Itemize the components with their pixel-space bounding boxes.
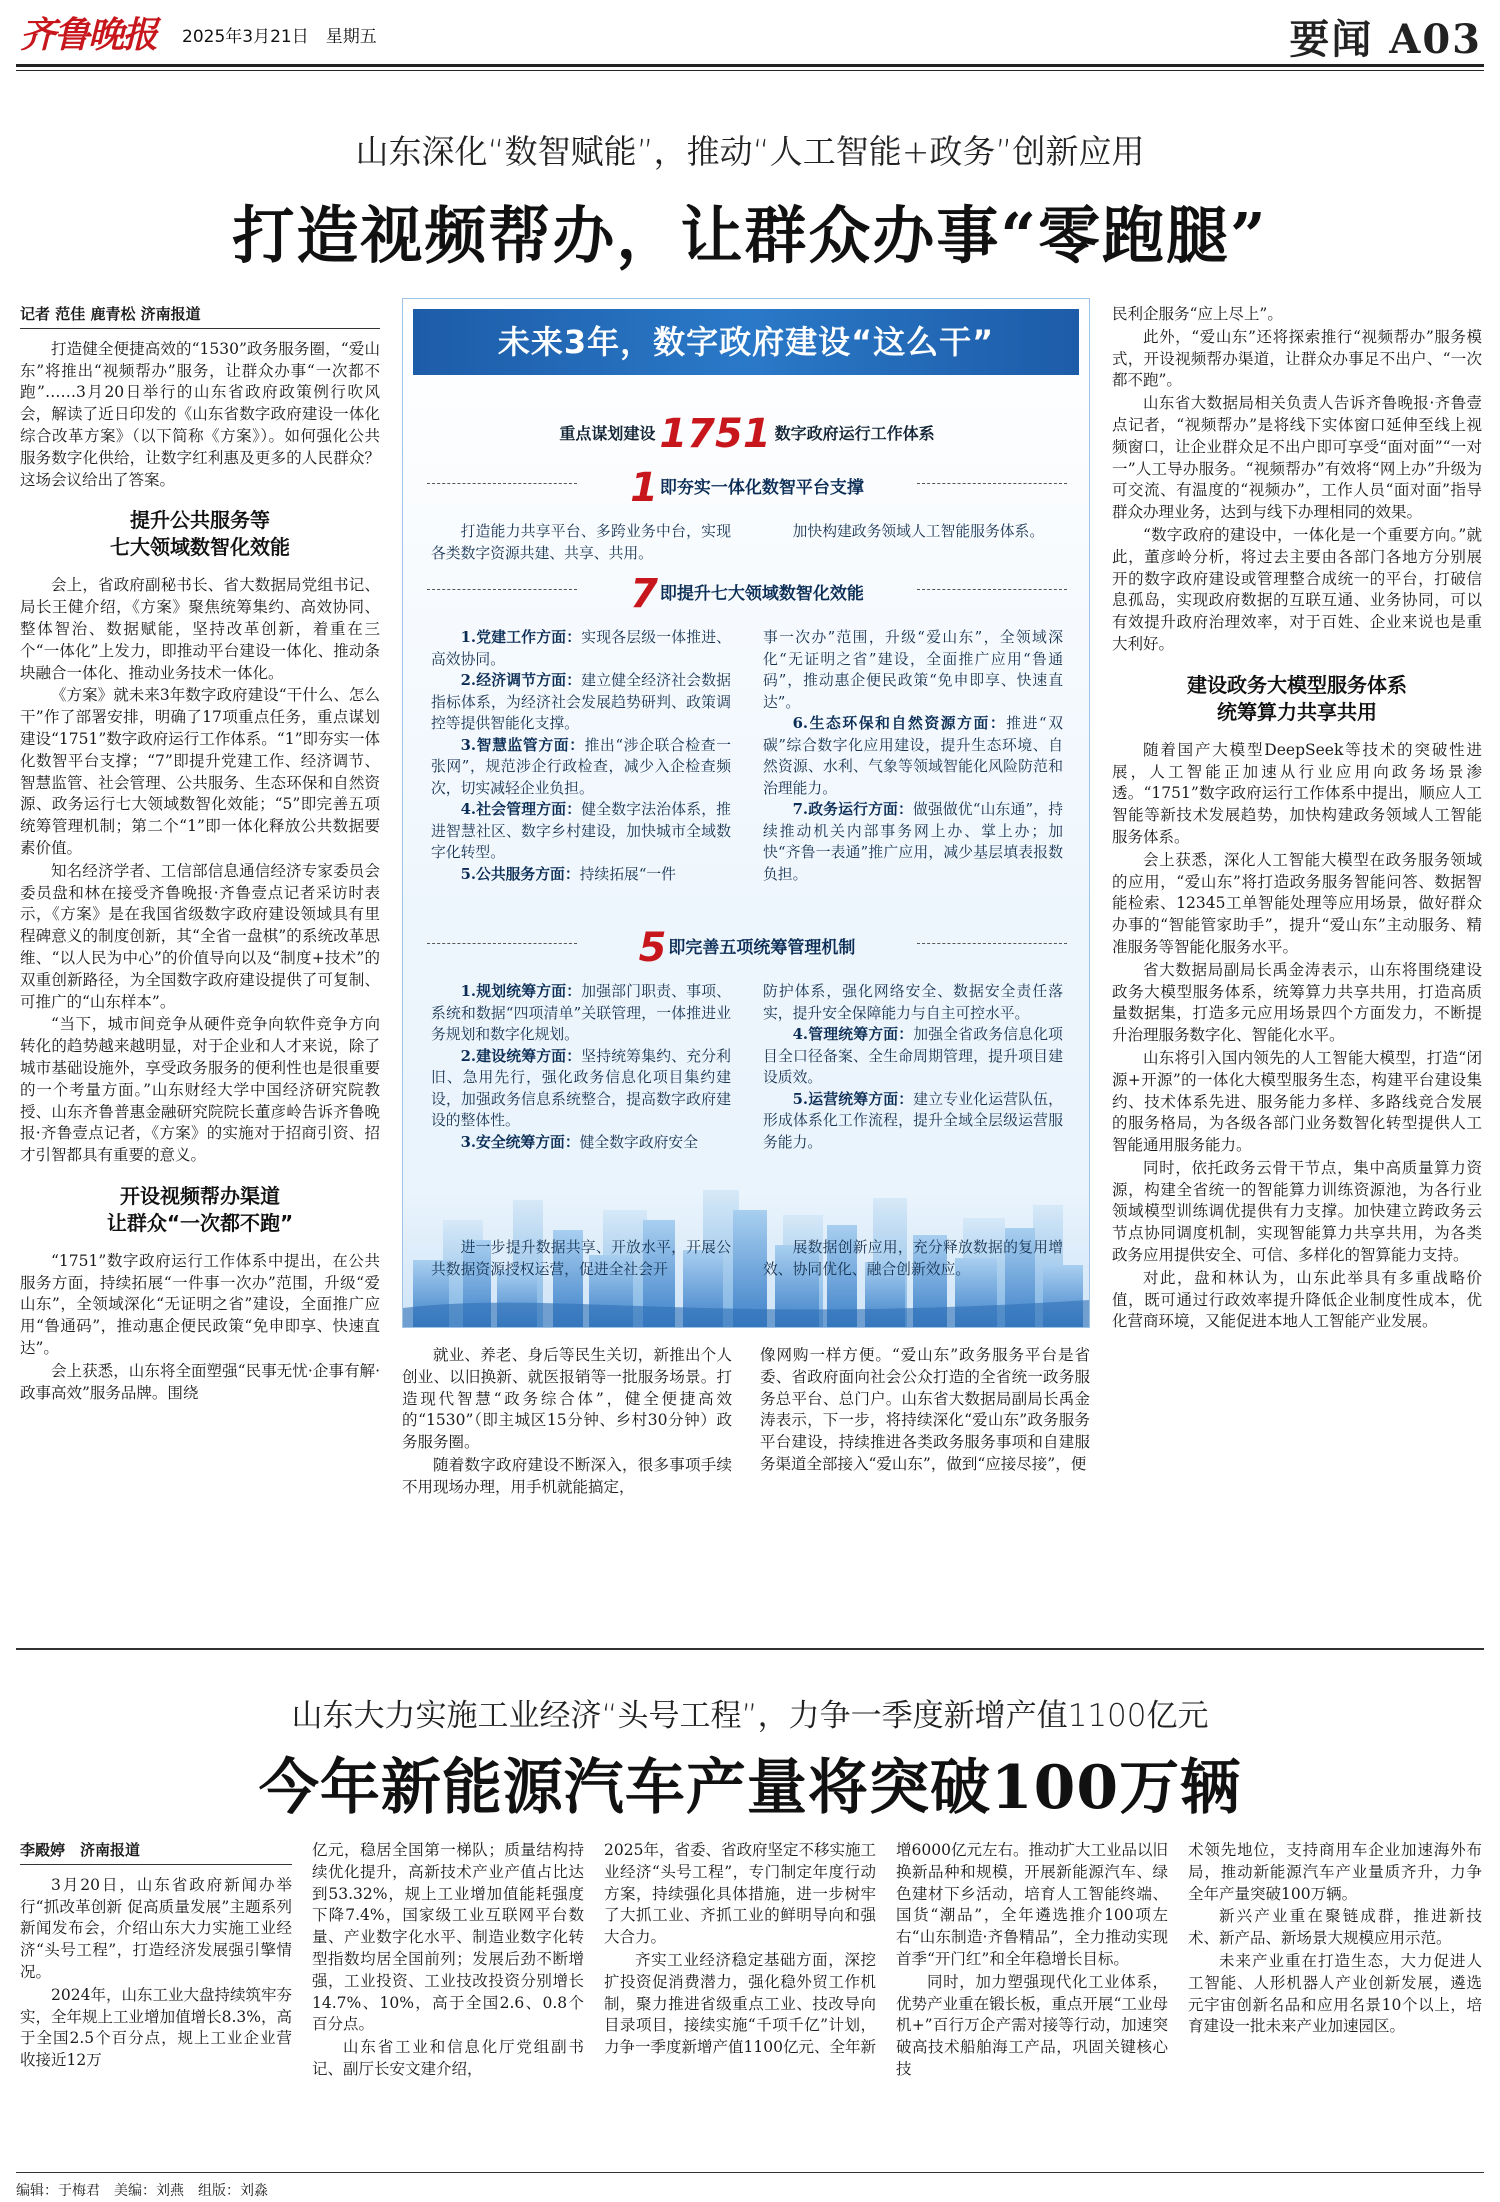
paragraph: 术领先地位，支持商用车企业加速海外布局，推动新能源汽车产业量质齐升，力争全年产量突破100万辆。 [1188,1841,1482,1903]
paragraph: “1751”数字政府运行工作体系中提出，在公共服务方面，持续拓展“一件事一次办”范围，升级“爱山东”，全领域深化“无证明之省”建设，全面推广应用“鲁通码”，推动惠企便民政策“免申即享、快速直达”。 [20,1251,380,1358]
article1-byline: 记者 范佳 鹿青松 济南报道 [20,304,380,329]
paragraph: 会上获悉，深化人工智能大模型在政务服务领域的应用，“爱山东”将打造政务服务智能问答、数据智能检索、12345工单智能处理等应用场景，做好群众办事的“智能管家助手”，提升“爱山东”主动服务、精准服务等智能化服务水平。 [1112,850,1482,956]
paragraph: 会上，省政府副秘书长、省大数据局党组书记、局长王健介绍，《方案》聚焦统筹集约、高效协同、整体智治、数据赋能，坚持改革创新，着重在三个“一体化”上发力，即推动平台建设一体化、推动条块融合一体化、推动业务技术一体化。 [20,576,380,682]
paragraph: 3月20日，山东省政府新闻办举行“抓改革创新 促高质量发展”主题系列新闻发布会，介绍山东大力实施工业经济“头号工程”，打造经济发展强引擎情况。 [20,1875,292,1981]
article2-column-1 [20,1840,292,2170]
paragraph: 随着数字政府建设不断深入，很多事项手续不用现场办理，用手机就能搞定， [402,1455,732,1496]
infobox-text: 加快构建政务领域人工智能服务体系。 [792,523,1045,540]
newspaper-logo: 齐鲁晚报 [20,14,157,56]
footer-rule [16,2172,1484,2173]
section-heading: 建设政务大模型服务体系 统筹算力共享共用 [1187,672,1407,724]
article2-title: 今年新能源汽车产量将突破100万辆 [258,1753,1242,1823]
infobox-section-5: 5 即完善五项统筹管理机制 [427,925,1067,959]
issue-date: 2025年3月21日 星期五 [182,27,377,47]
paragraph: 2024年，山东工业大盘持续筑牢夯实，全年规上工业增加值增长8.3%，高于全国2.5个百分点，规上工业企业营收接近12万 [20,1985,292,2070]
paragraph: 山东将引入国内领先的人工智能大模型，打造“闭源+开源”的一体化大模型服务生态，构建平台建设集约、技术体系先进、服务能力多样、多路线竞合发展的服务格局，为各级各部门业务数智化转型提供人工智能通用服务能力。 [1112,1048,1482,1155]
paragraph: 此外，“爱山东”还将探索推行“视频帮办”服务模式，开设视频帮办渠道，让群众办事足不出户、“一次都不跑”。 [1112,327,1482,390]
article2-column-2 [312,1840,584,2170]
paragraph: 亿元，稳居全国第一梯队；质量结构持续优化提升，高新技术产业产值占比达到53.32%，规上工业增加值能耗强度下降7.4%，国家级工业互联网平台数量、产业数字化水平、制造业数字化转型指数均居全国前列；发展后劲不断增强，工业投资、工业技改投资分别增长14.7%、10%，高于全国2.6、0.8个百分点。 [312,1841,584,2034]
infobox-banner: 未来3年，数字政府建设“这么干” [413,309,1079,375]
article1-column-left [20,304,380,1629]
masthead-rule [16,64,1484,71]
paragraph: 山东省工业和信息化厅党组副书记、副厅长安文建介绍， [312,2038,584,2078]
paragraph: 2025年，省委、省政府坚定不移实施工业经济“头号工程”，专门制定年度行动方案，持续强化具体措施，进一步树牢了大抓工业、齐抓工业的鲜明导向和强大合力。 [604,1841,876,1947]
article1-column-mid-left [402,1345,732,1630]
paragraph: 同时，加力塑强现代化工业体系，优势产业重在锻长板，重点开展“工业母机+”百行万企产需对接等行动，加速突破高技术船舶海工产品，巩固关键核心技 [896,1972,1168,2078]
infobox-lead: 重点谋划建设 1751 数字政府运行工作体系 [559,411,935,457]
paragraph: 增6000亿元左右。推动扩大工业品以旧换新品种和规模，开展新能源汽车、绿色建材下乡活动，培育人工智能终端、国货“潮品”，全年遴选推介100项左右“山东制造·齐鲁精品”，全力推动实现首季“开门红”和全年稳增长目标。 [896,1841,1168,1968]
infobox-text: 打造能力共享平台、多跨业务中台，实现各类数字资源共建、共享、共用。 [431,523,731,562]
infobox-section-7: 7 即提升七大领域数智化效能 [427,571,1067,605]
section-label: 要闻 A03 [1289,16,1482,63]
article1-column-right [1112,304,1482,1629]
infobox-text: 1.规划统筹方面：加强部门职责、事项、系统和数据“四项清单”关联管理，一体推进业务规划和数字化规划。 2.建设统筹方面：坚持统筹集约、充分利旧、急用先行，强化政务信息化项目集约建设，加强政务信息系统整合，提高数字政府建设的整体性。 3.安全统筹方面：健全数字政府安全 [431,983,731,1151]
article-separator [16,1648,1484,1650]
paragraph: 对此，盘和林认为，山东此举具有多重战略价值，既可通过行政效率提升降低企业制度性成本，优化营商环境，又能促进本地人工智能产业发展。 [1112,1268,1482,1331]
paragraph: 民利企服务“应上尽上”。 [1112,305,1283,323]
paragraph: “数字政府的建设中，一体化是一个重要方向。”就此，董彦岭分析，将过去主要由各部门各地方分别展开的数字政府建设或管理整合成统一的平台，打破信息孤岛，实现政府数据的互联互通、业务协同，可以有效提升政府治理效率，对于百姓、企业来说也是重大利好。 [1112,525,1482,653]
infobox-text: 事一次办”范围，升级“爱山东”，全领域深化“无证明之省”建设，全面推广应用“鲁通码”，推动惠企便民政策“免申即享、快速直达”。 6.生态环保和自然资源方面：推进“双碳”综合数字化应用建设，提升生态环境、自然资源、水利、气象等领域智能化风险防范和治理能力。 7.政务运行方面：做强做优“山东通”，持续推动机关内部事务网上办、掌上办；加快“齐鲁一表通”推广应用，减少基层填表报数负担。 [763,629,1063,883]
paragraph: 知名经济学者、工信部信息通信经济专家委员会委员盘和林在接受齐鲁晚报·齐鲁壹点记者采访时表示，《方案》是在我国省级数字政府建设领域具有里程碑意义的制度创新，其“全省一盘棋”的系统改革思维、“以人民为中心”的价值导向以及“制度+技术”的双重创新路径，为全国数字政府建设提供了可复制、可推广的“山东样本”。 [20,861,380,1011]
paragraph: 《方案》就未来3年数字政府建设“干什么、怎么干”作了部署安排，明确了17项重点任务，重点谋划建设“1751”数字政府运行工作体系。“1”即夯实一体化数智平台支撑；“7”即提升党建工作、经济调节、智慧监管、社会管理、公共服务、生态环保和自然资源、政务运行七大领域数智化效能；“5”即完善五项统筹管理机制；第二个“1”即一体化释放公共数据要素价值。 [20,686,380,857]
paragraph: 会上获悉，山东将全面塑强“民事无忧·企事有解·政事高效”服务品牌。围绕 [20,1361,380,1402]
paragraph: 像网购一样方便。“爱山东”政务服务平台是省委、省政府面向社会公众打造的全省统一政务服务总平台、总门户。山东省大数据局副局长禹金涛表示，下一步，将持续深化“爱山东”政务服务平台建设，持续推进各类政务服务事项和自建服务渠道全部接入“爱山东”，做到“应接尽接”，便 [760,1346,1090,1473]
infobox-text: 1.党建工作方面：实现各层级一体推进、高效协同。 2.经济调节方面：建立健全经济社会数据指标体系，为经济社会发展趋势研判、政策调控等提供智能化支撑。 3.智慧监管方面：推出“涉企联合检查一张网”，规范涉企行政检查，减少入企检查频次，切实减轻企业负担。 4.社会管理方面：健全数字法治体系，推进智慧社区、数字乡村建设，加快城市全域数字化转型。 5.公共服务方面：持续拓展“一件 [431,629,731,883]
infobox [402,298,1090,1328]
infobox-section-1: 1 即夯实一体化数智平台支撑 [427,465,1067,499]
article1-subtitle: 山东深化“数智赋能”，推动“人工智能+政务”创新应用 [355,132,1145,171]
paragraph: 省大数据局副局长禹金涛表示，山东将围绕建设政务大模型服务体系，统筹算力共享共用，打造高质量数据集，打造多元应用场景四个方面发力，不断提升治理服务数字化、智能化水平。 [1112,960,1482,1045]
section-heading: 提升公共服务等 七大领域数智化效能 [110,508,290,560]
infobox-text: 进一步提升数据共享、开放水平，开展公共数据资源授权运营，促进全社会开 [431,1239,731,1278]
paragraph: 山东省大数据局相关负责人告诉齐鲁晚报·齐鲁壹点记者，“视频帮办”是将线下实体窗口延伸至线上视频窗口，让企业群众足不出户即可享受“面对面”“一对一”人工导办服务。“视频帮办”有效将“网上办”升级为可交流、有温度的“视频办”，工作人员“面对面”指导群众办理业务，达到与线下办理相同的效果。 [1112,394,1482,522]
section-heading: 开设视频帮办渠道 让群众“一次都不跑” [106,1183,294,1235]
paragraph: “当下，城市间竞争从硬件竞争向软件竞争方向转化的趋势越来越明显，对于企业和人才来说，除了城市基础设施外，享受政务服务的便利性也是很重要的一个考量方面。”山东财经大学中国经济研究院教授、山东齐鲁普惠金融研究院院长董彦岭告诉齐鲁晚报·齐鲁壹点记者，《方案》的实施对于招商引资、招才引智都具有重要的意义。 [20,1015,380,1165]
editor-credits: 编辑：于梅君 美编：刘燕 组版：刘淼 [16,2183,268,2199]
paragraph: 就业、养老、身后等民生关切，新推出个人创业、以旧换新、就医报销等一批服务场景。打造现代智慧“政务综合体”，健全便捷高效的“1530”（即主城区15分钟、乡村30分钟）政务服务圈。 [402,1346,732,1452]
article1-column-mid-right [760,1345,1090,1630]
article2-column-4 [896,1840,1168,2170]
paragraph: 打造健全便捷高效的“1530”政务服务圈，“爱山东”将推出“视频帮办”服务，让群众办事“一次都不跑”……3月20日举行的山东省政府政策例行吹风会，解读了近日印发的《山东省数字政府建设一体化综合改革方案》（以下简称《方案》）。如何强化公共服务数字化供给，让数字红利惠及更多的人民群众？这场会议给出了答案。 [20,339,380,489]
paragraph: 新兴产业重在聚链成群，推进新技术、新产品、新场景大规模应用示范。 [1188,1907,1482,1948]
paragraph: 同时，依托政务云骨干节点，集中高质量算力资源，构建全省统一的智能算力训练资源池，为各行业领域模型训练调优提供有力支撑。加快建立跨政务云节点协同调度机制，实现智能算力共享共用，为各类政务应用提供安全、可信、多样化的智算能力支持。 [1112,1158,1482,1265]
article2-byline: 李殿婷 济南报道 [20,1840,292,1865]
infobox-text: 展数据创新应用，充分释放数据的复用增效、协同优化、融合创新效应。 [763,1239,1063,1278]
article1-title: 打造视频帮办，让群众办事“零跑腿” [232,199,1268,272]
article2-column-5 [1188,1840,1482,2170]
paragraph: 随着国产大模型DeepSeek等技术的突破性进展，人工智能正加速从行业应用向政务场景渗透。“1751”数字政府运行工作体系中提出，顺应人工智能等新技术发展趋势，加快构建政务领域人工智能服务体系。 [1112,740,1482,846]
article2-subtitle: 山东大力实施工业经济“头号工程”，力争一季度新增产值1100亿元 [291,1698,1209,1734]
article2-column-3 [604,1840,876,2170]
infobox-text: 防护体系，强化网络安全、数据安全责任落实，提升安全保障能力与自主可控水平。 4.管理统筹方面：加强全省政务信息化项目全口径备案、全生命周期管理，提升项目建设质效。 5.运营统筹方面：建立专业化运营队伍，形成体系化工作流程，提升全域全层级运营服务能力。 [763,983,1063,1151]
paragraph: 齐实工业经济稳定基础方面，深挖扩投资促消费潜力，强化稳外贸工作机制，聚力推进省级重点工业、技改导向目录项目，接续实施“千项千亿”计划，力争一季度新增产值1100亿元、全年新 [604,1950,876,2057]
paragraph: 未来产业重在打造生态，大力促进人工智能、人形机器人产业创新发展，遴选元宇宙创新名品和应用名景10个以上，培育建设一批未来产业加速园区。 [1188,1951,1482,2036]
